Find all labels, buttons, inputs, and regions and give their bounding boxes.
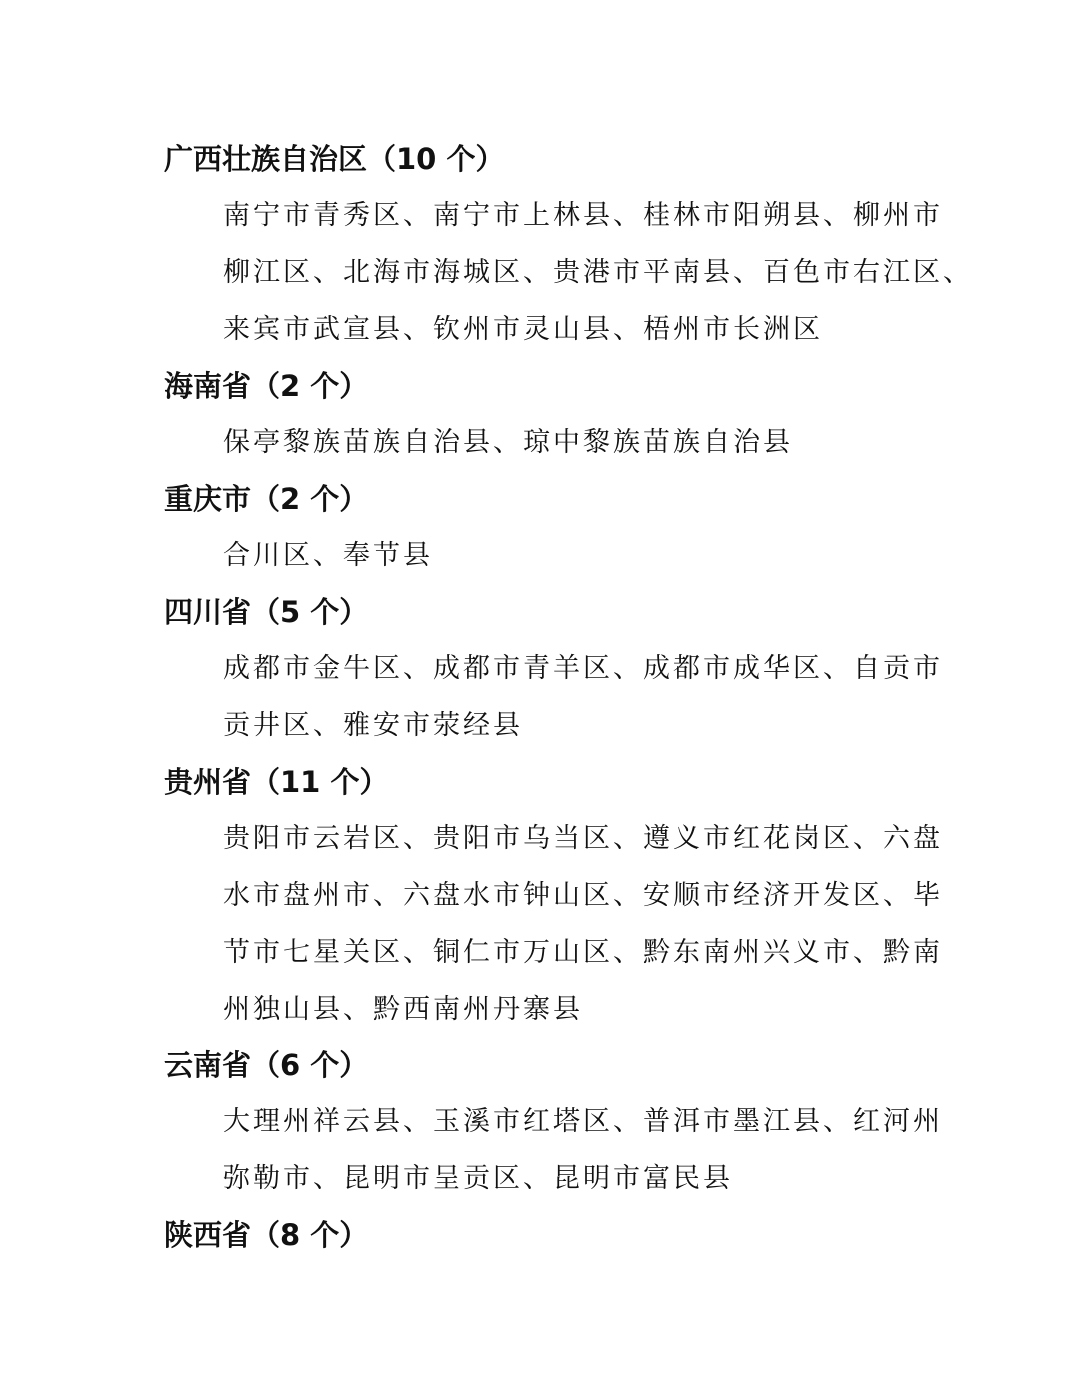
section-heading: 四川省（5 个） (164, 595, 369, 629)
list-line: 弥勒市、昆明市呈贡区、昆明市富民县 (223, 1163, 733, 1194)
section-heading: 广西壮族自治区（10 个） (164, 142, 505, 176)
list-line: 大理州祥云县、玉溪市红塔区、普洱市墨江县、红河州 (223, 1106, 943, 1137)
section-heading: 海南省（2 个） (164, 369, 369, 403)
list-line: 贡井区、雅安市荥经县 (223, 710, 523, 741)
section-heading: 陕西省（8 个） (164, 1218, 369, 1252)
list-line: 贵阳市云岩区、贵阳市乌当区、遵义市红花岗区、六盘 (223, 823, 943, 854)
list-line: 合川区、奉节县 (223, 540, 433, 571)
list-line: 保亭黎族苗族自治县、琼中黎族苗族自治县 (223, 427, 793, 458)
section-heading: 云南省（6 个） (164, 1048, 369, 1082)
list-line: 柳江区、北海市海城区、贵港市平南县、百色市右江区、 (223, 257, 973, 288)
list-line: 水市盘州市、六盘水市钟山区、安顺市经济开发区、毕 (223, 880, 943, 911)
section-heading: 重庆市（2 个） (164, 482, 369, 516)
section-heading: 贵州省（11 个） (164, 765, 389, 799)
list-line: 节市七星关区、铜仁市万山区、黔东南州兴义市、黔南 (223, 937, 943, 968)
list-line: 成都市金牛区、成都市青羊区、成都市成华区、自贡市 (223, 653, 943, 684)
list-line: 南宁市青秀区、南宁市上林县、桂林市阳朔县、柳州市 (223, 200, 943, 231)
list-line: 州独山县、黔西南州丹寨县 (223, 994, 583, 1025)
list-line: 来宾市武宣县、钦州市灵山县、梧州市长洲区 (223, 314, 823, 345)
